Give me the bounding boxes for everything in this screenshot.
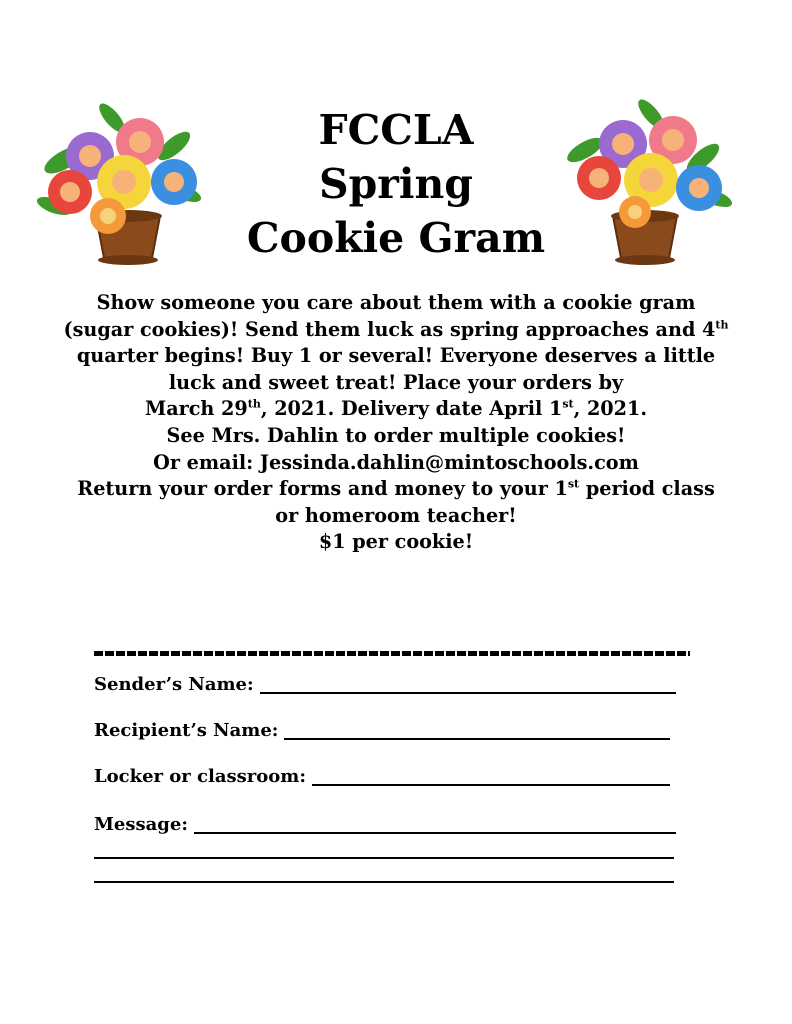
body-line [20,396,772,423]
body-line: Or email: Jessinda.dahlin@mintoschools.com [153,450,639,474]
body-line: See Mrs. Dahlin to order multiple cookies! [166,423,626,447]
message-label: Message: [94,814,188,835]
sender-name-label: Sender’s Name: [94,674,254,695]
message-blank[interactable] [194,814,676,834]
sender-name-field[interactable] [94,674,676,696]
flower-pot-icon [34,98,202,268]
flower-pot-icon [565,98,733,268]
recipient-name-blank[interactable] [284,720,670,740]
body-text-segment: Return your order forms and money to your 1 [77,477,568,501]
recipient-name-field[interactable] [94,720,670,742]
body-text-segment: period class [579,477,715,501]
locker-classroom-label: Locker or classroom: [94,766,306,787]
locker-classroom-blank[interactable] [312,766,670,786]
body-line: luck and sweet treat! Place your orders by [168,370,624,394]
superscript: st [562,397,574,411]
body-line: quarter begins! Buy 1 or several! Everyone deserves a little [76,344,716,368]
body-text-segment: (sugar cookies)! Send them luck as spring approaches and 4 [63,317,716,341]
body-line: $1 per cookie! [318,530,474,554]
body-line [20,317,772,344]
superscript: th [715,318,729,332]
body-text-segment: , 2021. Delivery date April 1 [260,397,563,421]
message-extra-line[interactable] [94,881,674,883]
message-field[interactable] [94,814,676,836]
recipient-name-label: Recipient’s Name: [94,720,279,741]
superscript: st [567,477,580,491]
body-text-segment: , 2021. [573,397,648,421]
body-line: or homeroom teacher! [275,503,517,527]
flyer-description [20,290,772,556]
locker-classroom-field[interactable] [94,766,670,788]
sender-name-blank[interactable] [260,674,676,694]
body-line [20,476,772,503]
flyer-title [196,103,596,265]
body-line: Show someone you care about them with a cookie gram [96,291,696,314]
body-text-segment: March 29 [144,397,248,421]
title-line-cookie-gram: Cookie Gram [246,214,546,262]
cut-line-divider [94,651,690,656]
superscript: th [247,397,261,411]
message-extra-line[interactable] [94,857,674,859]
title-line-spring: Spring [319,160,473,208]
title-line-fccla: FCCLA [318,106,474,154]
